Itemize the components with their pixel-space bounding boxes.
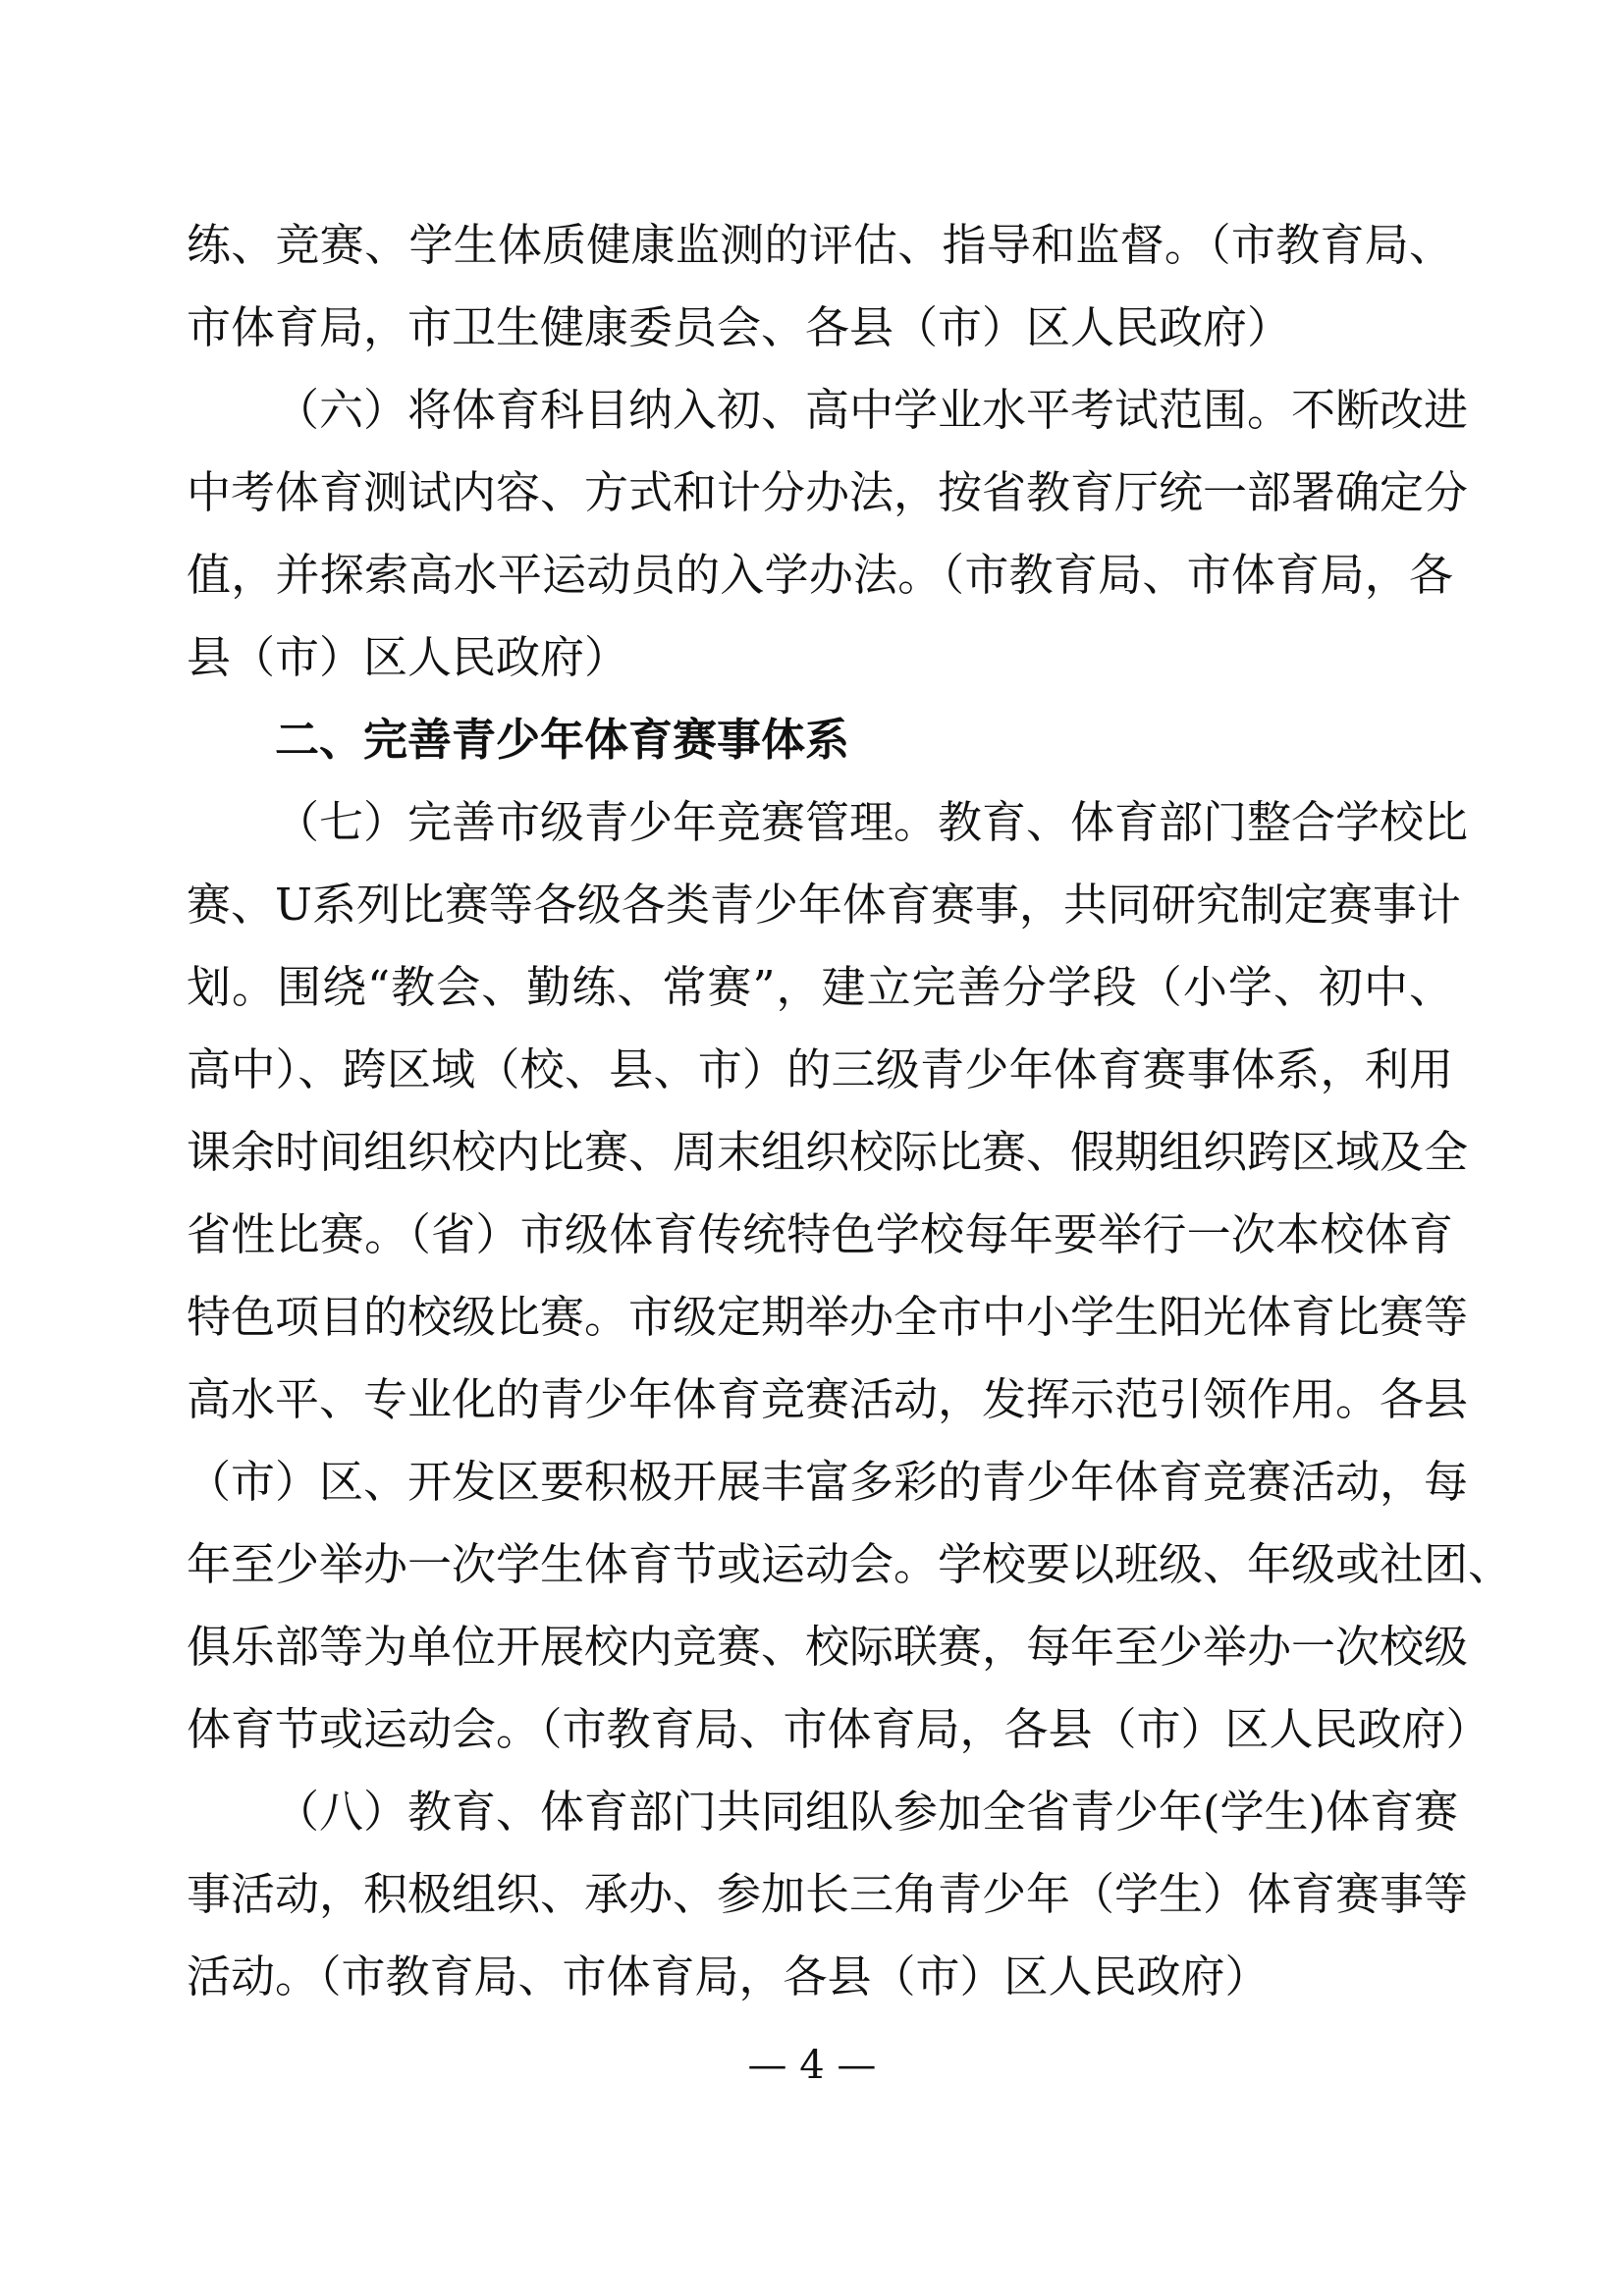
text-line: 中考体育测试内容、方式和计分办法，按省教育厅统一部署确定分: [187, 466, 1469, 518]
text-line: 体育节或运动会。（市教育局、市体育局，各县（市）区人民政府）: [187, 1703, 1490, 1755]
paragraph-8-start: （八）教育、体育部门共同组队参加全省青少年(学生)体育赛: [275, 1786, 1459, 1838]
text-line: 课余时间组织校内比赛、周末组织校际比赛、假期组织跨区域及全: [187, 1126, 1469, 1178]
text-line: 活动。（市教育局、市体育局，各县（市）区人民政府）: [187, 1950, 1270, 2002]
text-line: 高中）、跨区域（校、县、市）的三级青少年体育赛事体系，利用: [187, 1043, 1453, 1095]
text-line: 值，并探索高水平运动员的入学办法。（市教育局、市体育局，各: [187, 549, 1453, 601]
text-line: 县（市）区人民政府）: [187, 631, 629, 683]
text-line: 省性比赛。（省）市级体育传统特色学校每年要举行一次本校体育: [187, 1208, 1453, 1260]
text-line: （市）区、开发区要积极开展丰富多彩的青少年体育竞赛活动，每: [187, 1456, 1469, 1508]
text-line: 练、竞赛、学生体质健康监测的评估、指导和监督。（市教育局、: [187, 219, 1453, 271]
text-line: 年至少举办一次学生体育节或运动会。学校要以班级、年级或社团、: [187, 1538, 1513, 1590]
text-line: 市体育局，市卫生健康委员会、各县（市）区人民政府）: [187, 301, 1292, 353]
page-number: — 4 —: [747, 2043, 877, 2088]
text-line: 俱乐部等为单位开展校内竞赛、校际联赛，每年至少举办一次校级: [187, 1621, 1469, 1673]
paragraph-7-start: （七）完善市级青少年竞赛管理。教育、体育部门整合学校比: [275, 796, 1469, 848]
text-line: 划。围绕“教会、勤练、常赛”，建立完善分学段（小学、初中、: [187, 961, 1453, 1013]
text-line: 事活动，积极组织、承办、参加长三角青少年（学生）体育赛事等: [187, 1868, 1469, 1920]
section-heading: 二、完善青少年体育赛事体系: [275, 714, 850, 766]
text-line: 特色项目的校级比赛。市级定期举办全市中小学生阳光体育比赛等: [187, 1291, 1469, 1343]
text-line: 赛、U系列比赛等各级各类青少年体育赛事，共同研究制定赛事计: [187, 879, 1461, 931]
text-line: 高水平、专业化的青少年体育竞赛活动，发挥示范引领作用。各县: [187, 1373, 1469, 1425]
paragraph-6-start: （六）将体育科目纳入初、高中学业水平考试范围。不断改进: [275, 384, 1469, 436]
